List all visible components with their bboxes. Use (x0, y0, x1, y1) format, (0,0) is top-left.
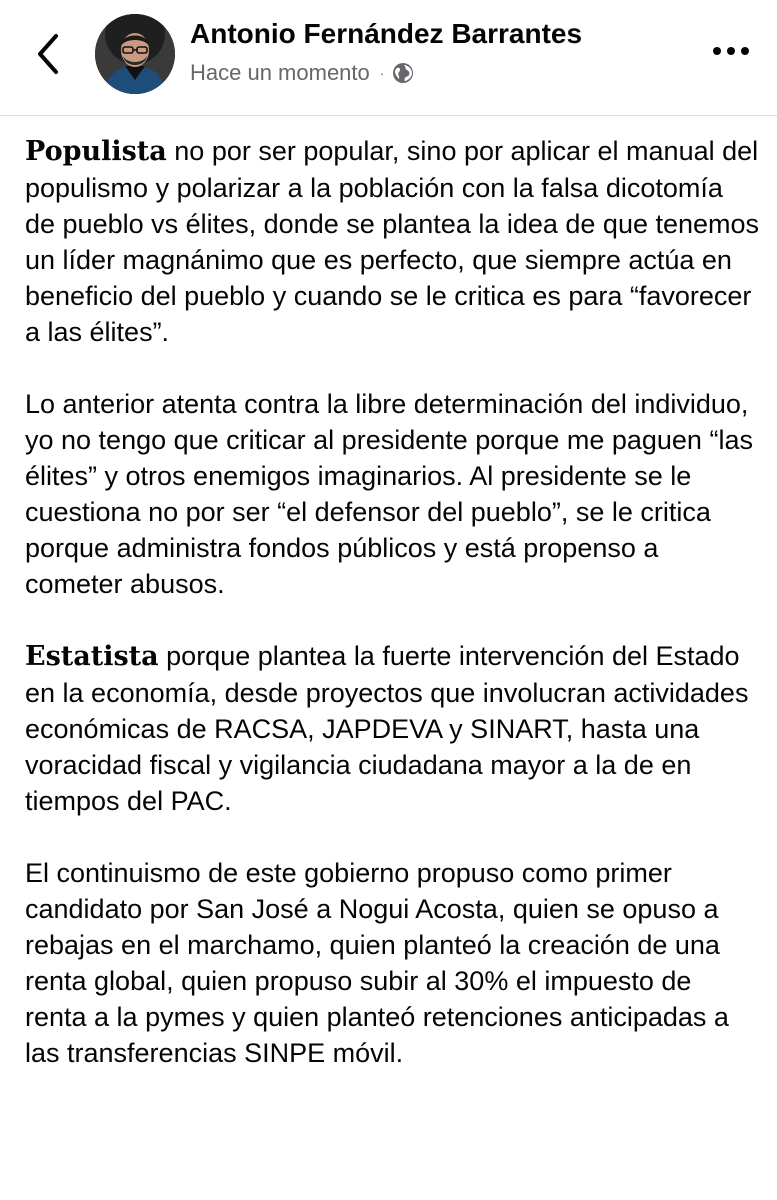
back-button[interactable] (28, 30, 68, 78)
post-header (0, 0, 777, 116)
post-paragraph-continuismo: El continuismo de este gobierno propuso como primer candidato por San José a Nogui Acosta, quien se opuso a rebajas en el marchamo, quien planteó la creación de una renta global, quien propuso subir al 30% el impuesto de renta a la pymes y quien planteó retenciones anticipadas a las transferencias SINPE móvil. (25, 858, 729, 1068)
more-options-button[interactable] (709, 36, 753, 66)
estatista-text: porque plantea la fuerte intervención del Estado en la economía, desde proyectos que involucran actividades económicas de RACSA, JAPDEVA y SINART, hasta una voracidad fiscal y vigilancia ciudadana mayor a la de en tiempos del PAC. (25, 641, 749, 816)
globe-icon[interactable] (392, 62, 414, 84)
meta-separator: · (379, 65, 385, 81)
populista-heading: Populista (25, 136, 167, 167)
estatista-heading: Estatista (25, 641, 159, 672)
timestamp[interactable]: Hace un momento (190, 60, 370, 85)
author-name[interactable]: Antonio Fernández Barrantes (190, 18, 583, 49)
post-paragraph-populista (25, 133, 760, 350)
chevron-left-icon (28, 30, 68, 78)
post-paragraph-anterior: Lo anterior atenta contra la libre determinación del individuo, yo no tengo que criticar al presidente porque me paguen “las élites” y otros enemigos imaginarios. Al presidente se le cuestiona no por ser “el defensor del pueblo”, se le critica porque administra fondos públicos y está propenso a cometer abusos. (25, 389, 753, 599)
post-paragraph-estatista (25, 638, 760, 819)
post-meta (190, 60, 414, 86)
avatar-image (95, 14, 175, 94)
populista-text: no por ser popular, sino por aplicar el manual del populismo y polarizar a la población con la falsa dicotomía de pueblo vs élites, donde se plantea la idea de que tenemos un líder magnánimo que es perfecto, que siempre actúa en beneficio del pueblo y cuando se le critica es para “favorecer a las élites”. (25, 136, 760, 347)
post-body (25, 133, 760, 1107)
avatar[interactable] (95, 14, 175, 94)
more-horizontal-icon (709, 36, 753, 66)
